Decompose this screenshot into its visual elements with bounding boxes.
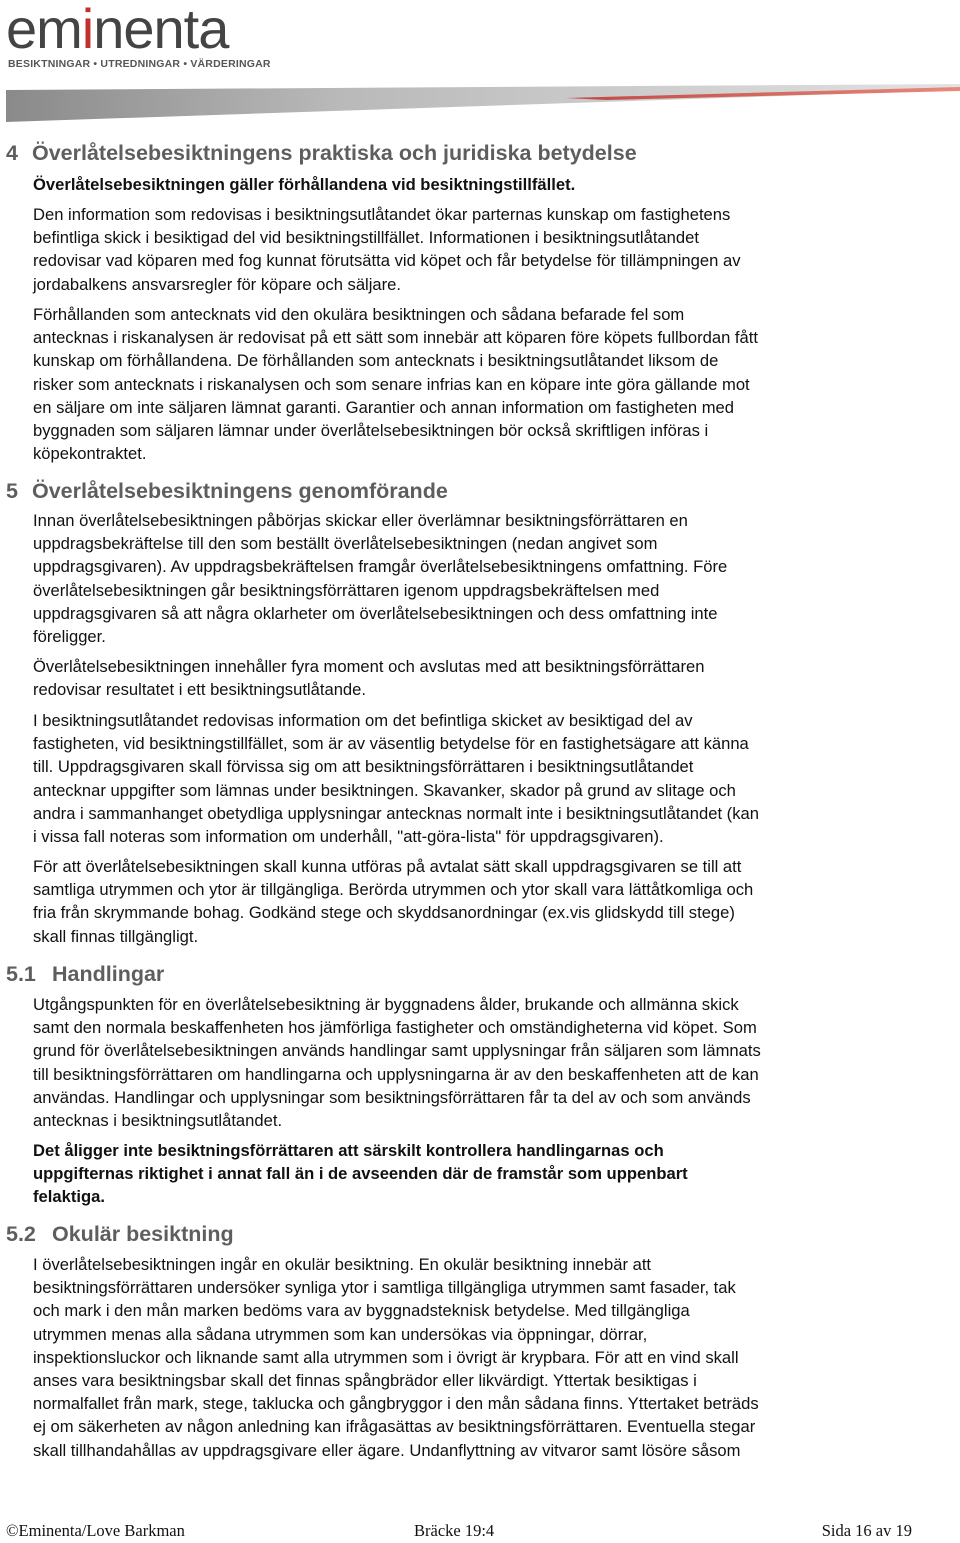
text-line: Innan överlåtelsebesiktningen påbörjas skickar eller överlämnar besiktningsförrättaren en [33, 511, 688, 530]
text-line: utrymmen menas alla sådana utrymmen som kan undersökas via öppningar, dörrar, [33, 1324, 648, 1344]
heading-title: Okulär besiktning [52, 1222, 234, 1246]
logo-wordmark [6, 0, 228, 60]
heading-number: 5.2 [6, 1222, 36, 1246]
text-line: antecknas i besiktningsutlåtandet. [33, 1111, 283, 1131]
section-5-1-heading [6, 962, 164, 987]
text-line: risker som antecknats i riskanalysen och som senare infrias kan en köpare inte göra gällande mot [33, 374, 750, 394]
text-line: redovisar resultatet i ett besiktningsutlåtande. [33, 680, 366, 700]
text-line: antecknar uppgifter som lämnas under besiktningen. Skavanker, skador på grund av slitage och [33, 780, 736, 800]
heading-number: 5 [6, 479, 18, 503]
section-4-paragraph-1 [33, 203, 923, 296]
company-logo [6, 0, 271, 70]
heading-number: 4 [6, 141, 18, 165]
section-5-heading [6, 479, 448, 504]
text-line: I överlåtelsebesiktningen ingår en okulär besiktning. En okulär besiktning innebär att [33, 1255, 652, 1274]
text-line: skall finnas tillgängligt. [33, 926, 199, 946]
heading-title: Handlingar [52, 962, 165, 986]
text-line: uppgifternas riktighet i annat fall än i de avseenden där de framstår som uppenbart [33, 1164, 688, 1184]
text-line: ej om säkerheten av någon anledning kan ifrågasättas av besiktningsförrättaren. Eventuella stegar [33, 1417, 756, 1437]
text-line: en säljare om inte säljaren lämnat garanti. Garantier och annan information om fastigheten med [33, 397, 735, 417]
text-line: överlåtelsebesiktningen går besiktningsförrättaren igenom uppdragsbekräftelsen med [33, 580, 660, 600]
text-line: grund för överlåtelsebesiktningen används handlingar samt upplysningar från säljaren som lämnats [33, 1041, 761, 1061]
header-accent-band [6, 84, 960, 122]
text-line: och mark i den mån marken bedöms vara av byggnadsteknisk betydelse. Med tillgängliga [33, 1301, 690, 1321]
text-line: samt den normala beskaffenheten hos jämförliga fastigheter och omständigheterna vid köpet. Som [33, 1018, 757, 1038]
text-line: byggnaden som säljaren lämnar under överlåtelsebesiktningen bör också skriftligen införas i [33, 421, 709, 441]
text-line: felaktiga. [33, 1187, 105, 1207]
text-line: uppdragsgivaren). Av uppdragsbekräftelsen framgår överlåtelsebesiktningens omfattning. Före [33, 557, 728, 577]
logo-text-part: nenta [93, 0, 229, 60]
footer-property: Bräcke 19:4 [414, 1521, 495, 1540]
text-line: Den information som redovisas i besiktningsutlåtandet ökar parternas kunskap om fastighetens [33, 205, 731, 224]
text-line: kunskap om förhållandena. De förhållanden som antecknats i besiktningsutlåtandet liksom de [33, 351, 719, 371]
heading-title: Överlåtelsebesiktningens genomförande [32, 479, 448, 503]
section-5-paragraph-3 [33, 709, 923, 848]
section-4-paragraph-2 [33, 303, 923, 465]
text-line: samtliga utrymmen och ytor är tillgängliga. Berörda utrymmen och ytor skall vara lättåtkomliga och [33, 880, 754, 900]
logo-text-part: em [6, 0, 82, 60]
section-5-1-paragraph-1 [33, 993, 923, 1132]
text-line: I besiktningsutlåtandet redovisas information om det befintliga skicket av besiktigad del av [33, 711, 693, 730]
footer-page-number: Sida 16 av 19 [821, 1521, 912, 1540]
section-5-paragraph-1 [33, 509, 923, 648]
text-line: uppdragsgivaren så att några oklarheter om överlåtelsebesiktningen och dess omfattning inte [33, 603, 718, 623]
text-line: föreligger. [33, 627, 106, 647]
text-line: Det åligger inte besiktningsförrättaren att särskilt kontrollera handlingarnas och [33, 1141, 664, 1160]
text-line: normalfallet från mark, stege, taklucka och gångbryggor i den mån sådana finns. Yttertaket beträds [33, 1394, 759, 1414]
section-5-2-heading [6, 1222, 234, 1247]
text-line: jordabalkens ansvarsregler för köpare och säljare. [33, 274, 402, 294]
text-line: antecknas i riskanalysen är redovisat på ett sätt som innebär att köparen före köpets fullbordan fått [33, 328, 758, 348]
text-line: befintliga skick i besiktigad del vid besiktningstillfället. Informationen i besiktningsutlåtandet [33, 228, 699, 248]
text-line: Överlåtelsebesiktningen innehåller fyra moment och avslutas med att besiktningsförrättaren [33, 657, 705, 676]
text-line: till. Uppdragsgivaren skall förvissa sig om att besiktningsförrättaren i besiktningsutlåtandet [33, 757, 694, 777]
heading-number: 5.1 [6, 962, 36, 986]
footer-copyright: ©Eminenta/Love Barkman [6, 1521, 185, 1540]
text-line: Förhållanden som antecknats vid den okulära besiktningen och sådana befarade fel som [33, 305, 685, 324]
text-line: i vissa fall noteras som information om underhåll, "att-göra-lista" för uppdragsgivaren). [33, 827, 664, 847]
section-5-paragraph-2 [33, 655, 923, 701]
logo-tagline: BESIKTNINGAR • UTREDNINGAR • VÄRDERINGAR [8, 58, 271, 70]
section-5-1-paragraph-2 [33, 1139, 923, 1209]
section-4-heading [6, 141, 637, 166]
heading-title: Överlåtelsebesiktningens praktiska och juridiska betydelse [32, 141, 637, 165]
logo-accent-letter: i [81, 0, 94, 60]
text-line: andra i sammanhanget obetydliga upplysningar antecknas normalt inte i besiktningsutlåtandet (kan [33, 803, 759, 823]
text-line: redovisar vad köparen med fog kunnat förutsätta vid köpet och får betydelse för tillämpningen av [33, 251, 741, 271]
text-line: inspektionsluckor och liknande samt alla utrymmen som i övrigt är krypbara. För att en vind skall [33, 1347, 739, 1367]
page-footer [6, 1521, 912, 1543]
section-5-2-paragraph-1 [33, 1253, 923, 1462]
text-line: fastigheten, vid besiktningstillfället, som är av väsentlig betydelse för en fastighetsägare att känna [33, 734, 749, 754]
text-line: uppdragsbekräftelse till den som beställt överlåtelsebesiktningen (nedan angivet som [33, 534, 658, 554]
text-line: Utgångspunkten för en överlåtelsebesiktning är byggnadens ålder, brukande och allmänna skick [33, 995, 739, 1014]
section-4-lead: Överlåtelsebesiktningen gäller förhållandena vid besiktningstillfället. [33, 175, 576, 194]
text-line: För att överlåtelsebesiktningen skall kunna utföras på avtalat sätt skall uppdragsgivaren se till att [33, 857, 742, 876]
section-5-paragraph-4 [33, 855, 923, 948]
text-line: användas. Handlingar och upplysningar som besiktningsförrättaren får ta del av och som används [33, 1087, 751, 1107]
text-line: köpekontraktet. [33, 444, 147, 464]
text-line: besiktningsförrättaren undersöker synliga ytor i samtliga tillgängliga utrymmen samt fasader, tak [33, 1278, 736, 1298]
text-line: skall tillhandahållas av uppdragsgivare eller ägare. Undanflyttning av vitvaror samt lösöre såsom [33, 1440, 741, 1460]
text-line: fria från skrymmande bohag. Godkänd stege och skyddsanordningar (ex.vis glidskydd till stege) [33, 903, 735, 923]
text-line: anses vara besiktningsbar skall det finnas spångbrädor eller likvärdigt. Yttertak besiktigas i [33, 1371, 697, 1391]
text-line: till besiktningsförrättaren om handlingarna och upplysningarna är av den beskaffenheten att de kan [33, 1064, 759, 1084]
